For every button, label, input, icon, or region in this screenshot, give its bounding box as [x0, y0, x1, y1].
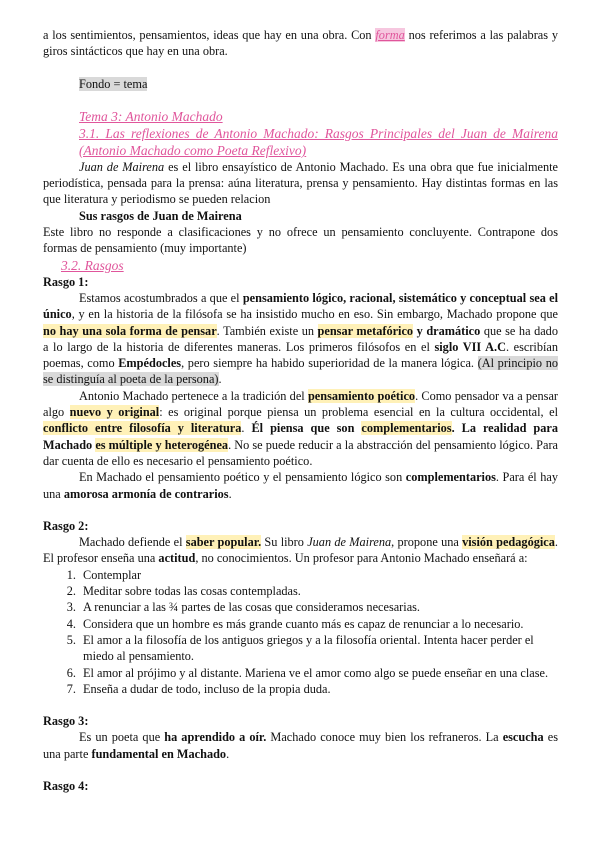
tema-title: Tema 3: Antonio Machado	[79, 108, 223, 124]
r3p1-g: .	[226, 746, 230, 761]
rasgos-heading	[79, 208, 558, 224]
r1p1-h: que se ha dado a lo largo de la historia de diferentes maneras. Los primeros filósofos en el	[43, 323, 558, 354]
r3p1-d: escucha	[502, 730, 544, 745]
r1p1-b: pensamiento lógico, racional, sistemático y conceptual sea el único	[43, 290, 558, 322]
r3p1-a: Es un poeta que	[79, 730, 165, 745]
rasgo1-label-text: Rasgo 1:	[43, 274, 89, 289]
r1p2-g: .	[241, 421, 252, 436]
fondo-text: Fondo = tema	[79, 76, 148, 91]
list-item: 1. Contemplar	[79, 567, 558, 583]
r2p1-b: saber popular.	[185, 535, 262, 550]
section-3-1-title: 3.1. Las reflexiones de Antonio Machado: Rasgos Principales del Juan de Mairena (Antonio Machado como Poeta Reflexivo)	[79, 125, 558, 158]
r3p1-e: es una parte	[43, 730, 558, 761]
rasgo3-label-text: Rasgo 3:	[43, 714, 89, 729]
forma-term: forma	[375, 28, 405, 42]
r2p1-a: Machado defiende el	[79, 535, 186, 550]
r1p1-d: no hay una sola forma de pensar	[43, 323, 217, 338]
list-item: 2. Meditar sobre todas las cosas contempladas.	[79, 583, 558, 599]
rasgo3-paragraph-1	[43, 729, 558, 762]
rasgo2-label	[43, 518, 558, 534]
r3p1-f: fundamental en Machado	[91, 746, 227, 761]
list-item: 7. Enseña a dudar de todo, incluso de la propia duda.	[79, 681, 558, 697]
rasgo1-paragraph-2	[43, 388, 558, 469]
r3p1-b: ha aprendido a oír.	[164, 730, 267, 745]
list-item: 5. El amor a la filosofía de los antiguos griegos y a la filosofía oriental. Intenta hacer perder el miedo al pensamiento.	[79, 632, 558, 665]
intro-text-2: nos referimos a las palabras y giros sintácticos que hay en una obra.	[43, 28, 558, 59]
r2p1-e: , propone una	[391, 535, 463, 550]
r2p1-f: visión pedagógica	[462, 535, 555, 550]
rasgo1-paragraph-1	[43, 290, 558, 388]
r1p2-j: . La realidad para Machado	[43, 421, 559, 452]
juan-title: Juan de Mairena	[79, 159, 165, 174]
r1p1-i: siglo VII A.C	[434, 339, 506, 354]
r1p3-b: complementarios	[405, 470, 496, 485]
list-item: 3. A renunciar a las ¾ partes de las cosas que consideramos necesarias.	[79, 599, 558, 615]
r1p1-c: , y en la historia de la filósofa se ha insistido mucho en eso. Sin embargo, Machado propone que	[71, 307, 558, 322]
r1p1-f: pensar metafórico	[317, 323, 414, 338]
r1p2-f: conflicto entre filosofía y literatura	[43, 421, 242, 436]
r1p2-l: . No se puede reducir a la abstracción del pensamiento lógico. Para dar cuenta de ello es necesario el pensamiento poético.	[43, 437, 558, 468]
r2p1-g: . El profesor enseña una	[43, 535, 558, 566]
r2p1-c: Su libro	[261, 535, 308, 550]
r1p2-h: Él piensa que son	[251, 421, 362, 436]
fondo-line	[79, 76, 558, 92]
intro-text-1: a los sentimientos, pensamientos, ideas que hay en una obra. Con	[43, 28, 376, 42]
juan-text: es el libro ensayístico de Antonio Machado. Es una obra que fue inicialmente periodística, pensada para la prensa: aúna literatura, prensa y pensamiento. Hay distintas formas en las que literatura y periodismo se pueden relacion	[43, 159, 558, 207]
r2p1-i: , no conocimientos. Un profesor para Antonio Machado enseñará a:	[195, 551, 528, 566]
r1p1-m: (Al principio no se distinguía al poeta de la persona)	[43, 356, 558, 387]
r1p3-a: En Machado el pensamiento poético y el pensamiento lógico son	[79, 470, 406, 485]
r1p3-e: .	[228, 486, 232, 501]
r1p2-k: es múltiple y heterogénea	[95, 437, 229, 452]
rasgo3-label	[43, 713, 558, 729]
juan-paragraph	[43, 159, 558, 208]
teaching-list	[43, 567, 558, 697]
r1p1-k: Empédocles	[118, 356, 182, 371]
rasgo2-label-text: Rasgo 2:	[43, 518, 89, 533]
r1p2-c: . Como pensador va a pensar algo	[43, 388, 558, 420]
r1p2-i: complementarios	[361, 421, 452, 436]
rasgo4-label-text: Rasgo 4:	[43, 778, 89, 793]
rasgo2-paragraph-1	[43, 534, 558, 567]
r1p1-j: . escribían poemas, como	[43, 339, 558, 371]
rasgo1-label	[43, 274, 558, 290]
rasgos-heading-text: Sus rasgos de Juan de Mairena	[79, 208, 242, 223]
r1p2-e: : es original porque piensa un problema esencial en la cultura occidental, el	[159, 405, 558, 420]
r1p1-a: Estamos acostumbrados a que el	[79, 290, 243, 305]
r1p2-d: nuevo y original	[69, 405, 160, 420]
r1p1-e: . También existe un	[216, 323, 318, 338]
r1p1-l: , pero siempre ha habido superioridad de la manera lógica.	[181, 356, 478, 371]
rasgo4-label	[43, 778, 558, 794]
r2p1-h: actitud	[158, 551, 196, 566]
r2p1-d: Juan de Mairena	[307, 535, 392, 550]
r1p3-c: . Para él hay una	[43, 470, 558, 501]
r1p1-g: y dramático	[413, 323, 481, 338]
intro-paragraph	[43, 27, 558, 60]
list-item: 4. Considera que un hombre es más grande cuanto más es capaz de renunciar a lo necesario.	[79, 616, 558, 632]
rasgo1-paragraph-3	[43, 469, 558, 502]
r3p1-c: Machado conoce muy bien los refraneros. La	[266, 730, 503, 745]
r1p2-a: Antonio Machado pertenece a la tradición del	[79, 388, 308, 403]
section-3-2-title: 3.2. Rasgos	[61, 257, 124, 273]
list-item: 6. El amor al prójimo y al distante. Mariena ve el amor como algo se puede enseñar en una clase.	[79, 665, 558, 681]
r1p1-n: .	[218, 372, 222, 387]
libro-paragraph: Este libro no responde a clasificaciones y no ofrece un pensamiento concluyente. Contrapone dos formas de pensamiento (muy importante)	[43, 225, 558, 256]
document-content	[43, 27, 558, 794]
r1p2-b: pensamiento poético	[307, 388, 416, 403]
r1p3-d: amorosa armonía de contrarios	[63, 486, 229, 501]
